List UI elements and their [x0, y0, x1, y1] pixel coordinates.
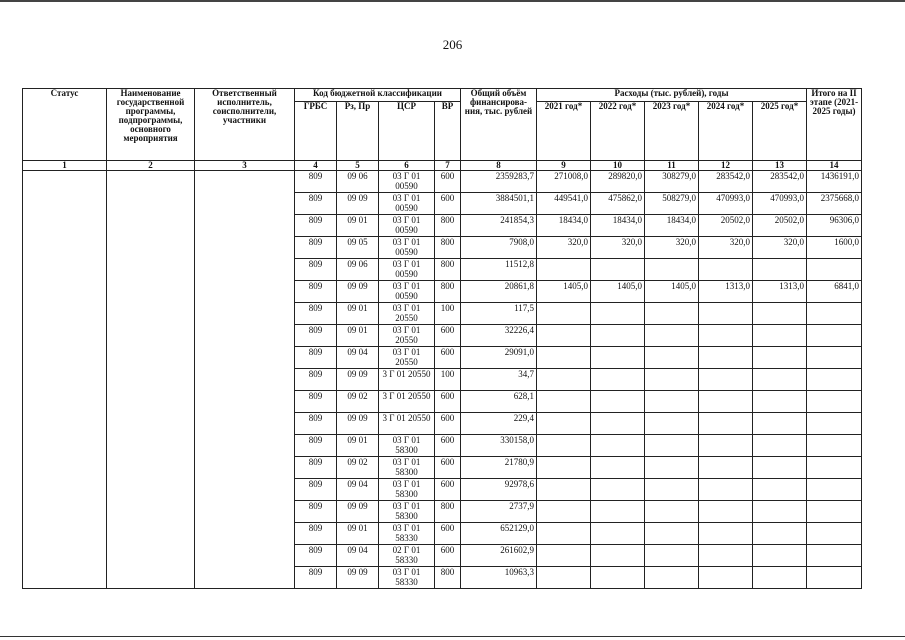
header-budget-code: Код бюджетной классификации — [295, 89, 461, 102]
cell-csr: 03 Г 01 58330 — [379, 523, 435, 545]
header-rzpr: Рз, Пр — [337, 102, 379, 161]
column-number: 12 — [699, 161, 753, 171]
cell-csr: 03 Г 01 00590 — [379, 259, 435, 281]
cell-rzpr: 09 09 — [337, 193, 379, 215]
cell-itogo — [807, 567, 862, 589]
cell-y2023 — [645, 435, 699, 457]
status-cell — [23, 171, 107, 589]
cell-y2023 — [645, 413, 699, 435]
cell-y2021 — [537, 391, 591, 413]
column-number: 6 — [379, 161, 435, 171]
cell-total: 117,5 — [461, 303, 537, 325]
cell-grbs: 809 — [295, 369, 337, 391]
cell-y2024 — [699, 479, 753, 501]
cell-csr: 03 Г 01 00590 — [379, 193, 435, 215]
cell-total: 29091,0 — [461, 347, 537, 369]
cell-y2021 — [537, 259, 591, 281]
cell-grbs: 809 — [295, 501, 337, 523]
cell-y2023 — [645, 567, 699, 589]
cell-rzpr: 09 01 — [337, 215, 379, 237]
cell-y2024 — [699, 545, 753, 567]
cell-itogo — [807, 479, 862, 501]
column-number: 2 — [107, 161, 195, 171]
cell-y2021 — [537, 347, 591, 369]
executor-cell — [195, 171, 295, 589]
cell-y2025 — [753, 545, 807, 567]
column-number: 3 — [195, 161, 295, 171]
cell-y2025 — [753, 457, 807, 479]
column-number: 4 — [295, 161, 337, 171]
cell-total: 2737,9 — [461, 501, 537, 523]
cell-y2024 — [699, 369, 753, 391]
header-2024: 2024 год* — [699, 102, 753, 161]
cell-rzpr: 09 09 — [337, 413, 379, 435]
cell-y2021 — [537, 303, 591, 325]
cell-itogo: 1436191,0 — [807, 171, 862, 193]
cell-rzpr: 09 09 — [337, 281, 379, 303]
cell-total: 20861,8 — [461, 281, 537, 303]
cell-y2023 — [645, 259, 699, 281]
cell-y2022: 475862,0 — [591, 193, 645, 215]
table-row — [23, 171, 862, 193]
cell-total: 11512,8 — [461, 259, 537, 281]
cell-itogo — [807, 435, 862, 457]
cell-y2022 — [591, 391, 645, 413]
cell-y2021 — [537, 567, 591, 589]
cell-y2024 — [699, 435, 753, 457]
cell-grbs: 809 — [295, 523, 337, 545]
cell-y2025 — [753, 567, 807, 589]
cell-y2024 — [699, 303, 753, 325]
cell-itogo: 1600,0 — [807, 237, 862, 259]
cell-csr: 03 Г 01 00590 — [379, 237, 435, 259]
cell-csr: 03 Г 01 20550 — [379, 347, 435, 369]
cell-y2024 — [699, 567, 753, 589]
cell-y2023 — [645, 369, 699, 391]
cell-y2021: 18434,0 — [537, 215, 591, 237]
header-2021: 2021 год* — [537, 102, 591, 161]
cell-csr: 03 Г 01 00590 — [379, 171, 435, 193]
cell-y2025: 320,0 — [753, 237, 807, 259]
cell-y2022 — [591, 325, 645, 347]
cell-y2022 — [591, 369, 645, 391]
cell-grbs: 809 — [295, 237, 337, 259]
cell-y2024 — [699, 347, 753, 369]
cell-y2025: 20502,0 — [753, 215, 807, 237]
cell-y2024 — [699, 523, 753, 545]
cell-grbs: 809 — [295, 413, 337, 435]
cell-rzpr: 09 01 — [337, 435, 379, 457]
cell-rzpr: 09 06 — [337, 259, 379, 281]
cell-y2022 — [591, 457, 645, 479]
cell-total: 3884501,1 — [461, 193, 537, 215]
cell-y2023 — [645, 501, 699, 523]
cell-rzpr: 09 01 — [337, 325, 379, 347]
cell-itogo — [807, 457, 862, 479]
cell-itogo — [807, 523, 862, 545]
cell-y2021: 320,0 — [537, 237, 591, 259]
cell-vr: 600 — [435, 193, 461, 215]
cell-y2024: 1313,0 — [699, 281, 753, 303]
cell-y2022 — [591, 567, 645, 589]
cell-rzpr: 09 09 — [337, 567, 379, 589]
cell-vr: 800 — [435, 259, 461, 281]
cell-grbs: 809 — [295, 545, 337, 567]
header-grbs: ГРБС — [295, 102, 337, 161]
cell-csr: 03 Г 01 58300 — [379, 457, 435, 479]
cell-csr: 3 Г 01 20550 — [379, 413, 435, 435]
cell-csr: 03 Г 01 20550 — [379, 325, 435, 347]
column-number: 1 — [23, 161, 107, 171]
cell-y2022 — [591, 545, 645, 567]
cell-y2025 — [753, 347, 807, 369]
top-border-line — [0, 0, 905, 2]
cell-total: 32226,4 — [461, 325, 537, 347]
cell-y2021 — [537, 413, 591, 435]
cell-grbs: 809 — [295, 457, 337, 479]
cell-y2021 — [537, 479, 591, 501]
cell-vr: 600 — [435, 347, 461, 369]
cell-itogo — [807, 391, 862, 413]
cell-y2024 — [699, 413, 753, 435]
cell-grbs: 809 — [295, 325, 337, 347]
cell-itogo: 6841,0 — [807, 281, 862, 303]
cell-y2022 — [591, 523, 645, 545]
cell-y2024: 320,0 — [699, 237, 753, 259]
cell-y2021 — [537, 545, 591, 567]
cell-grbs: 809 — [295, 215, 337, 237]
cell-vr: 600 — [435, 413, 461, 435]
cell-y2023 — [645, 303, 699, 325]
cell-y2021: 271008,0 — [537, 171, 591, 193]
cell-y2022 — [591, 303, 645, 325]
cell-rzpr: 09 09 — [337, 501, 379, 523]
name-cell — [107, 171, 195, 589]
cell-y2021 — [537, 325, 591, 347]
cell-total: 21780,9 — [461, 457, 537, 479]
cell-vr: 600 — [435, 325, 461, 347]
cell-y2025 — [753, 479, 807, 501]
cell-rzpr: 09 01 — [337, 523, 379, 545]
cell-total: 229,4 — [461, 413, 537, 435]
cell-vr: 800 — [435, 501, 461, 523]
cell-vr: 600 — [435, 391, 461, 413]
cell-y2021 — [537, 435, 591, 457]
cell-rzpr: 09 04 — [337, 347, 379, 369]
cell-vr: 600 — [435, 171, 461, 193]
header-2022: 2022 год* — [591, 102, 645, 161]
cell-vr: 800 — [435, 215, 461, 237]
header-total: Общий объём финансирова-ния, тыс. рублей — [461, 89, 537, 161]
cell-y2024 — [699, 325, 753, 347]
header-executor: Ответственный исполнитель, соисполнители, участники — [195, 89, 295, 161]
header-itogo: Итого на II этапе (2021-2025 годы) — [807, 89, 862, 161]
cell-csr: 03 Г 01 58300 — [379, 501, 435, 523]
cell-itogo: 96306,0 — [807, 215, 862, 237]
cell-y2022 — [591, 501, 645, 523]
cell-y2025 — [753, 325, 807, 347]
cell-y2021 — [537, 457, 591, 479]
cell-grbs: 809 — [295, 347, 337, 369]
header-name: Наименование государственной программы, подпрограммы, основного мероприятия — [107, 89, 195, 161]
cell-csr: 3 Г 01 20550 — [379, 369, 435, 391]
cell-rzpr: 09 09 — [337, 369, 379, 391]
cell-y2022 — [591, 479, 645, 501]
header-expenses: Расходы (тыс. рублей), годы — [537, 89, 807, 102]
cell-y2023: 508279,0 — [645, 193, 699, 215]
cell-grbs: 809 — [295, 479, 337, 501]
cell-rzpr: 09 01 — [337, 303, 379, 325]
cell-y2025: 1313,0 — [753, 281, 807, 303]
cell-y2021: 449541,0 — [537, 193, 591, 215]
cell-csr: 03 Г 01 58330 — [379, 567, 435, 589]
cell-y2021 — [537, 523, 591, 545]
cell-y2022 — [591, 413, 645, 435]
cell-y2023: 308279,0 — [645, 171, 699, 193]
cell-y2023 — [645, 325, 699, 347]
cell-grbs: 809 — [295, 567, 337, 589]
header-2025: 2025 год* — [753, 102, 807, 161]
cell-y2024: 283542,0 — [699, 171, 753, 193]
cell-y2025: 283542,0 — [753, 171, 807, 193]
cell-y2022 — [591, 259, 645, 281]
cell-vr: 100 — [435, 369, 461, 391]
cell-rzpr: 09 05 — [337, 237, 379, 259]
bottom-border-line — [0, 636, 905, 637]
cell-vr: 600 — [435, 479, 461, 501]
cell-csr: 02 Г 01 58330 — [379, 545, 435, 567]
cell-itogo — [807, 347, 862, 369]
header-csr: ЦСР — [379, 102, 435, 161]
cell-itogo — [807, 545, 862, 567]
cell-itogo: 2375668,0 — [807, 193, 862, 215]
cell-rzpr: 09 02 — [337, 391, 379, 413]
cell-y2022: 18434,0 — [591, 215, 645, 237]
cell-vr: 600 — [435, 435, 461, 457]
cell-total: 241854,3 — [461, 215, 537, 237]
cell-y2025 — [753, 501, 807, 523]
cell-y2024 — [699, 457, 753, 479]
cell-y2025 — [753, 435, 807, 457]
cell-y2024: 20502,0 — [699, 215, 753, 237]
cell-y2025 — [753, 303, 807, 325]
cell-y2024 — [699, 259, 753, 281]
cell-vr: 600 — [435, 457, 461, 479]
cell-csr: 03 Г 01 00590 — [379, 215, 435, 237]
cell-csr: 03 Г 01 20550 — [379, 303, 435, 325]
header-status: Статус — [23, 89, 107, 161]
cell-itogo — [807, 369, 862, 391]
column-number: 11 — [645, 161, 699, 171]
cell-csr: 03 Г 01 58300 — [379, 479, 435, 501]
cell-itogo — [807, 501, 862, 523]
cell-y2023 — [645, 523, 699, 545]
cell-y2022: 320,0 — [591, 237, 645, 259]
page-number: 206 — [442, 37, 463, 52]
cell-y2022: 1405,0 — [591, 281, 645, 303]
cell-total: 628,1 — [461, 391, 537, 413]
cell-grbs: 809 — [295, 391, 337, 413]
cell-grbs: 809 — [295, 193, 337, 215]
cell-csr: 03 Г 01 58300 — [379, 435, 435, 457]
cell-vr: 600 — [435, 523, 461, 545]
cell-y2023 — [645, 347, 699, 369]
cell-y2023: 18434,0 — [645, 215, 699, 237]
cell-total: 2359283,7 — [461, 171, 537, 193]
cell-itogo — [807, 259, 862, 281]
cell-y2025 — [753, 391, 807, 413]
cell-y2022 — [591, 347, 645, 369]
cell-total: 34,7 — [461, 369, 537, 391]
cell-grbs: 809 — [295, 303, 337, 325]
cell-grbs: 809 — [295, 259, 337, 281]
cell-y2023 — [645, 457, 699, 479]
cell-total: 92978,6 — [461, 479, 537, 501]
cell-itogo — [807, 413, 862, 435]
cell-y2025: 470993,0 — [753, 193, 807, 215]
cell-y2025 — [753, 413, 807, 435]
table-body — [23, 171, 862, 589]
cell-total: 330158,0 — [461, 435, 537, 457]
cell-total: 652129,0 — [461, 523, 537, 545]
cell-vr: 800 — [435, 281, 461, 303]
cell-total: 10963,3 — [461, 567, 537, 589]
column-number: 10 — [591, 161, 645, 171]
cell-itogo — [807, 303, 862, 325]
cell-rzpr: 09 02 — [337, 457, 379, 479]
cell-y2025 — [753, 369, 807, 391]
column-numbers-row — [23, 161, 862, 171]
cell-vr: 800 — [435, 567, 461, 589]
cell-grbs: 809 — [295, 281, 337, 303]
column-number: 14 — [807, 161, 862, 171]
cell-rzpr: 09 06 — [337, 171, 379, 193]
cell-csr: 3 Г 01 20550 — [379, 391, 435, 413]
cell-y2025 — [753, 259, 807, 281]
header-vr: ВР — [435, 102, 461, 161]
cell-vr: 600 — [435, 545, 461, 567]
column-number: 9 — [537, 161, 591, 171]
cell-y2024 — [699, 501, 753, 523]
cell-total: 261602,9 — [461, 545, 537, 567]
cell-y2022 — [591, 435, 645, 457]
column-number: 7 — [435, 161, 461, 171]
cell-y2021 — [537, 501, 591, 523]
cell-itogo — [807, 325, 862, 347]
cell-total: 7908,0 — [461, 237, 537, 259]
cell-rzpr: 09 04 — [337, 545, 379, 567]
column-number: 13 — [753, 161, 807, 171]
cell-y2021: 1405,0 — [537, 281, 591, 303]
cell-y2023 — [645, 479, 699, 501]
cell-csr: 03 Г 01 00590 — [379, 281, 435, 303]
cell-y2023: 320,0 — [645, 237, 699, 259]
column-number: 5 — [337, 161, 379, 171]
cell-grbs: 809 — [295, 435, 337, 457]
cell-grbs: 809 — [295, 171, 337, 193]
cell-rzpr: 09 04 — [337, 479, 379, 501]
column-number: 8 — [461, 161, 537, 171]
cell-y2023 — [645, 545, 699, 567]
cell-vr: 100 — [435, 303, 461, 325]
cell-y2022: 289820,0 — [591, 171, 645, 193]
budget-table — [22, 88, 862, 589]
cell-y2023 — [645, 391, 699, 413]
cell-vr: 800 — [435, 237, 461, 259]
cell-y2024: 470993,0 — [699, 193, 753, 215]
header-2023: 2023 год* — [645, 102, 699, 161]
cell-y2021 — [537, 369, 591, 391]
cell-y2025 — [753, 523, 807, 545]
cell-y2023: 1405,0 — [645, 281, 699, 303]
cell-y2024 — [699, 391, 753, 413]
